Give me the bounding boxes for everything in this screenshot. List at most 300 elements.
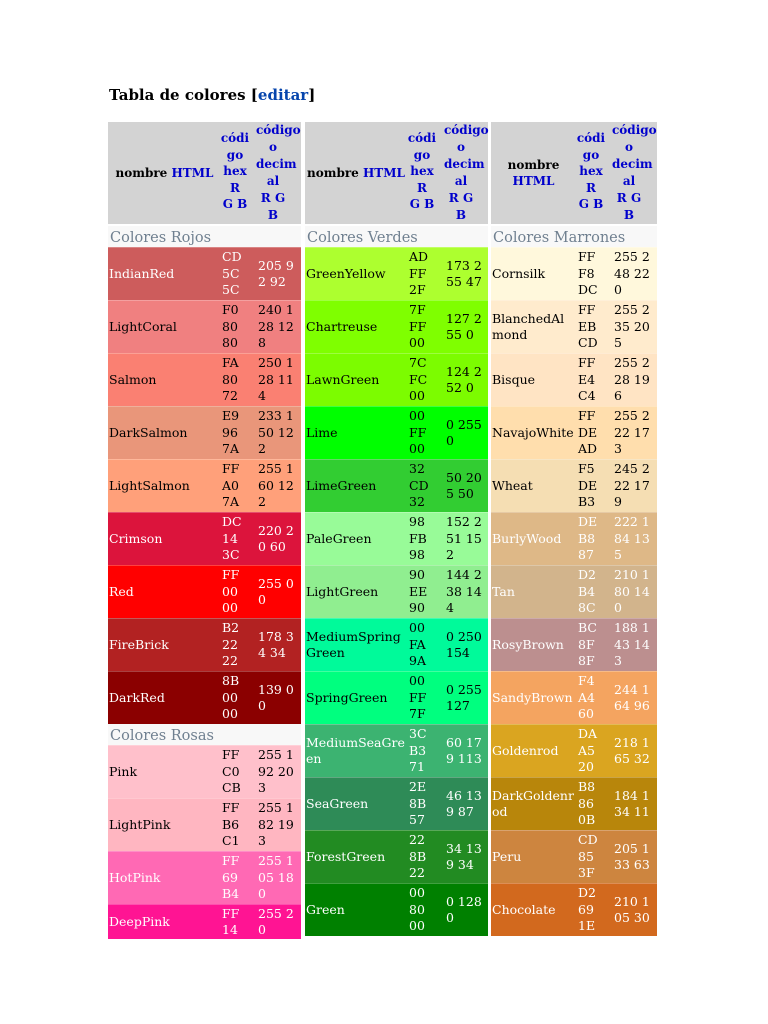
color-row <box>305 300 488 353</box>
hex-component: 69 <box>578 901 594 917</box>
color-name: BlanchedAlmond <box>492 311 565 342</box>
color-decimal: 152 251 152 <box>446 514 482 563</box>
hex-component: FF <box>222 853 240 869</box>
color-decimal: 46 139 87 <box>446 787 482 819</box>
color-hex <box>578 513 610 565</box>
hex-component: 22 <box>222 636 238 652</box>
hex-component: 2F <box>409 282 426 298</box>
color-decimal: 0 128 0 <box>446 893 482 925</box>
hex-component: 8B <box>222 673 240 689</box>
hex-component: 80 <box>222 371 238 387</box>
color-name: DarkRed <box>109 690 165 705</box>
color-decimal: 184 134 11 <box>614 787 650 819</box>
hex-component: A5 <box>578 742 595 758</box>
color-decimal: 60 179 113 <box>446 734 482 766</box>
color-row <box>491 353 657 406</box>
color-hex <box>222 301 254 353</box>
color-hex <box>578 672 610 724</box>
color-decimal: 144 238 144 <box>446 567 482 616</box>
color-row <box>491 671 657 724</box>
color-row <box>491 618 657 671</box>
color-decimal: 0 255 0 <box>446 416 482 448</box>
color-decimal: 127 255 0 <box>446 310 482 342</box>
hex-component: FF <box>578 302 596 318</box>
color-decimal: 255 222 173 <box>614 408 650 457</box>
hex-component: D2 <box>578 567 596 583</box>
color-hex <box>222 672 254 724</box>
color-name: MediumSeaGreen <box>306 735 405 766</box>
color-name: Chocolate <box>492 902 556 917</box>
color-row <box>108 512 301 565</box>
header-hex-line: go <box>582 147 600 162</box>
header-decimal-line: decim <box>612 157 653 171</box>
color-hex <box>578 778 610 830</box>
color-name: IndianRed <box>109 266 175 281</box>
header-decimal-line: R G <box>260 191 286 205</box>
hex-component: 98 <box>409 547 425 563</box>
color-table-2 <box>305 122 488 936</box>
hex-component: 85 <box>578 848 594 864</box>
hex-component: DA <box>578 726 598 742</box>
hex-component: 3C <box>409 726 427 742</box>
color-row <box>305 724 488 777</box>
hex-component: 90 <box>409 567 425 583</box>
hex-component: 22 <box>222 653 238 669</box>
color-hex <box>578 407 610 459</box>
color-decimal: 205 133 63 <box>614 840 650 872</box>
hex-component: 8F <box>578 636 595 652</box>
hex-component: 00 <box>222 583 238 599</box>
hex-component: A4 <box>578 689 595 705</box>
hex-component: BC <box>578 620 597 636</box>
color-name: SandyBrown <box>492 690 573 705</box>
table-header <box>491 122 657 224</box>
header-decimal-line: código <box>256 123 301 137</box>
header-hex-line: R <box>586 180 596 195</box>
hex-component: 14 <box>222 922 238 937</box>
color-hex <box>409 619 441 671</box>
hex-component: FF <box>222 461 240 477</box>
color-hex <box>409 460 441 512</box>
header-decimal-line: o <box>268 140 277 154</box>
color-row <box>491 883 657 936</box>
hex-component: AD <box>578 441 598 457</box>
hex-component: F0 <box>222 302 239 318</box>
hex-component: 1E <box>578 918 596 934</box>
color-name: LightCoral <box>109 319 177 334</box>
hex-component: 0B <box>578 812 596 828</box>
hex-component: FF <box>409 689 427 705</box>
hex-component: 86 <box>578 795 594 811</box>
color-row <box>108 618 301 671</box>
color-decimal: 233 150 122 <box>258 408 294 457</box>
hex-component: 00 <box>409 885 425 901</box>
color-decimal: 205 92 92 <box>258 257 294 289</box>
hex-component: DC <box>578 282 598 298</box>
hex-component: CB <box>222 780 241 796</box>
hex-component: 90 <box>409 600 425 616</box>
hex-component: D2 <box>578 885 596 901</box>
hex-component: 8B <box>409 848 427 864</box>
color-name: PaleGreen <box>306 531 372 546</box>
section-title: Colores Rosas <box>108 724 301 745</box>
color-decimal: 255 228 196 <box>614 355 650 404</box>
hex-component: 80 <box>222 335 238 351</box>
hex-component: 8F <box>578 653 595 669</box>
header-decimal-line: B <box>267 208 279 222</box>
header-name-text <box>116 165 214 181</box>
color-row <box>108 300 301 353</box>
color-name: SeaGreen <box>306 796 369 811</box>
hex-component: F5 <box>578 461 595 477</box>
title-bracket-open: [ <box>250 86 258 104</box>
hex-component: 00 <box>409 388 425 404</box>
hex-component: C1 <box>222 833 240 849</box>
hex-component: 71 <box>409 759 425 775</box>
hex-component: 9A <box>409 653 426 669</box>
hex-component: 8B <box>409 795 427 811</box>
header-decimal-line: R G <box>616 191 642 205</box>
color-decimal: 255 182 193 <box>258 800 294 849</box>
header-hex-line: G B <box>409 197 435 211</box>
hex-component: B3 <box>409 742 427 758</box>
table-header <box>305 122 488 224</box>
color-hex <box>222 619 254 671</box>
color-decimal: 139 0 0 <box>258 681 294 713</box>
header-decimal-line: decim <box>444 157 485 171</box>
header-decimal-line: o <box>456 140 465 154</box>
header-decimal-line: B <box>455 208 467 222</box>
html-link[interactable]: HTML <box>171 166 214 180</box>
color-name: GreenYellow <box>306 266 386 281</box>
edit-link[interactable]: editar <box>257 86 309 104</box>
color-name: LawnGreen <box>306 372 380 387</box>
color-name: Green <box>306 902 345 917</box>
title-text: Tabla de colores <box>109 86 251 104</box>
hex-component: 80 <box>222 318 238 334</box>
color-decimal: 255 235 205 <box>614 302 650 351</box>
header-hex-line: R <box>230 180 240 195</box>
hex-component: 72 <box>222 388 238 404</box>
color-name: DarkGoldenrod <box>492 788 574 819</box>
color-name: DarkSalmon <box>109 425 188 440</box>
color-decimal: 34 139 34 <box>446 840 482 872</box>
header-name-text <box>307 165 405 181</box>
header-hex-line: hex <box>410 164 434 178</box>
color-row <box>491 724 657 777</box>
hex-component: CD <box>578 335 598 351</box>
color-row <box>491 565 657 618</box>
color-name: Lime <box>306 425 338 440</box>
header-name-prefix: nombre <box>115 166 172 180</box>
hex-component: CD <box>578 832 598 848</box>
hex-component: AD <box>409 249 429 265</box>
color-hex <box>409 831 441 883</box>
color-row <box>305 618 488 671</box>
color-decimal: 245 222 179 <box>614 461 650 510</box>
color-decimal: 173 255 47 <box>446 257 482 289</box>
hex-component: DC <box>222 514 242 530</box>
hex-component: C0 <box>222 763 240 779</box>
color-name: Bisque <box>492 372 536 387</box>
color-row <box>108 353 301 406</box>
hex-component: 5C <box>222 265 240 281</box>
hex-component: 00 <box>222 600 238 616</box>
hex-component: 5C <box>222 282 240 298</box>
color-hex <box>222 248 254 300</box>
color-row <box>305 777 488 830</box>
color-row <box>108 798 301 851</box>
header-decimal[interactable] <box>256 122 301 224</box>
html-link[interactable]: HTML <box>362 166 405 180</box>
color-name: Goldenrod <box>492 743 559 758</box>
color-hex <box>222 746 254 798</box>
hex-component: EB <box>578 318 597 334</box>
color-hex <box>409 672 441 724</box>
header-hex-line: go <box>226 147 244 162</box>
header-decimal-line: decim <box>256 157 297 171</box>
hex-component: 00 <box>409 441 425 457</box>
hex-component: F4 <box>578 673 595 689</box>
html-link[interactable]: HTML <box>512 174 555 188</box>
hex-component: FF <box>578 408 596 424</box>
color-hex <box>222 460 254 512</box>
color-name: Chartreuse <box>306 319 378 334</box>
header-decimal-line: al <box>454 174 468 188</box>
color-hex <box>409 725 441 777</box>
color-hex <box>222 566 254 618</box>
color-row <box>305 459 488 512</box>
color-decimal: 255 0 0 <box>258 575 294 607</box>
color-decimal: 250 128 114 <box>258 355 294 404</box>
hex-component: CD <box>222 249 242 265</box>
header-name <box>108 122 221 224</box>
header-decimal-line: B <box>623 208 635 222</box>
hex-component: 8C <box>578 600 596 616</box>
header-name <box>491 122 576 224</box>
color-name: Crimson <box>109 531 163 546</box>
header-hex[interactable] <box>407 130 437 213</box>
hex-component: 00 <box>409 918 425 934</box>
color-table-1 <box>108 122 301 939</box>
color-name: BurlyWood <box>492 531 562 546</box>
hex-component: 00 <box>409 620 425 636</box>
hex-component: EE <box>409 583 428 599</box>
hex-component: 32 <box>409 494 425 510</box>
section-title: Colores Verdes <box>305 226 488 247</box>
header-hex-line: hex <box>579 164 603 178</box>
color-hex <box>578 460 610 512</box>
hex-component: FC <box>409 371 428 387</box>
color-row <box>491 300 657 353</box>
color-name: Salmon <box>109 372 157 387</box>
header-hex[interactable] <box>220 130 250 213</box>
hex-component: FF <box>222 800 240 816</box>
color-name: Pink <box>109 764 138 779</box>
header-name <box>305 122 407 224</box>
color-hex <box>409 566 441 618</box>
color-decimal: 218 165 32 <box>614 734 650 766</box>
hex-component: 60 <box>578 706 594 722</box>
section-title: Colores Rojos <box>108 226 301 247</box>
color-table-3 <box>491 122 657 936</box>
hex-component: B8 <box>578 530 596 546</box>
hex-component: 3F <box>578 865 595 881</box>
header-hex-line: G B <box>578 197 604 211</box>
color-name: DeepPink <box>109 914 170 929</box>
header-decimal-line: al <box>266 174 280 188</box>
color-row <box>491 247 657 300</box>
color-name: MediumSpringGreen <box>306 629 401 660</box>
hex-component: 87 <box>578 547 594 563</box>
color-decimal: 255 248 220 <box>614 249 650 298</box>
header-decimal-line: R G <box>448 191 474 205</box>
color-decimal: 255 20 <box>258 905 294 937</box>
color-decimal: 0 250 154 <box>446 628 482 660</box>
color-row <box>305 565 488 618</box>
hex-component: DE <box>578 424 598 440</box>
hex-component: 57 <box>409 812 425 828</box>
header-decimal[interactable] <box>612 122 657 224</box>
color-hex <box>578 301 610 353</box>
color-hex <box>578 619 610 671</box>
color-name: SpringGreen <box>306 690 388 705</box>
color-row <box>108 565 301 618</box>
header-decimal-line: al <box>622 174 636 188</box>
header-hex-line: códi <box>220 131 250 145</box>
color-hex <box>409 778 441 830</box>
color-decimal: 124 252 0 <box>446 363 482 395</box>
hex-component: 96 <box>222 424 238 440</box>
hex-component: FF <box>222 567 240 583</box>
color-name: NavajoWhite <box>492 425 574 440</box>
hex-component: 3C <box>222 547 240 563</box>
header-name-text <box>491 157 576 189</box>
color-hex <box>578 566 610 618</box>
hex-component: 7A <box>222 494 239 510</box>
color-decimal: 210 105 30 <box>614 893 650 925</box>
color-hex <box>222 905 254 939</box>
hex-component: FF <box>222 905 240 921</box>
color-row <box>108 406 301 459</box>
header-decimal-line: código <box>612 123 657 137</box>
hex-component: CD <box>409 477 429 493</box>
color-row <box>305 512 488 565</box>
color-row <box>305 406 488 459</box>
color-hex <box>578 884 610 936</box>
color-decimal: 188 143 143 <box>614 620 650 669</box>
color-hex <box>409 513 441 565</box>
color-hex <box>578 248 610 300</box>
hex-component: 98 <box>409 514 425 530</box>
hex-component: 69 <box>222 869 238 885</box>
color-row <box>491 406 657 459</box>
color-decimal: 244 164 96 <box>614 681 650 713</box>
color-decimal: 50 205 50 <box>446 469 482 501</box>
color-name: ForestGreen <box>306 849 386 864</box>
color-decimal: 178 34 34 <box>258 628 294 660</box>
header-name-prefix: nombre <box>307 166 363 180</box>
color-name: Cornsilk <box>492 266 546 281</box>
hex-component: FF <box>409 318 427 334</box>
hex-component: B8 <box>578 779 596 795</box>
color-name: LightGreen <box>306 584 379 599</box>
hex-component: FB <box>409 530 427 546</box>
color-decimal: 255 160 122 <box>258 461 294 510</box>
color-row <box>108 247 301 300</box>
hex-component: 14 <box>222 530 238 546</box>
color-row <box>305 830 488 883</box>
color-hex <box>409 248 441 300</box>
color-row <box>108 851 301 904</box>
table-header <box>108 122 301 224</box>
color-name: FireBrick <box>109 637 169 652</box>
section-title: Colores Marrones <box>491 226 657 247</box>
color-hex <box>578 725 610 777</box>
hex-component: 00 <box>222 706 238 722</box>
color-decimal: 255 105 180 <box>258 853 294 902</box>
color-hex <box>222 407 254 459</box>
hex-component: 00 <box>409 673 425 689</box>
hex-component: DE <box>578 514 598 530</box>
header-hex-line: go <box>413 147 431 162</box>
header-decimal[interactable] <box>444 122 489 224</box>
header-name-prefix: nombre <box>507 158 560 172</box>
color-hex <box>409 301 441 353</box>
header-hex-line: hex <box>223 164 247 178</box>
hex-component: 32 <box>409 461 425 477</box>
hex-component: 7A <box>222 441 239 457</box>
color-hex <box>222 513 254 565</box>
hex-component: DE <box>578 477 598 493</box>
hex-component: 2E <box>409 779 427 795</box>
hex-component: 00 <box>409 408 425 424</box>
color-name: LimeGreen <box>306 478 377 493</box>
color-decimal: 0 255 127 <box>446 681 482 713</box>
header-decimal-line: código <box>444 123 489 137</box>
color-hex <box>409 354 441 406</box>
hex-component: 7F <box>409 302 426 318</box>
color-hex <box>222 354 254 406</box>
hex-component: FF <box>578 355 596 371</box>
color-name: Wheat <box>492 478 533 493</box>
color-row <box>108 671 301 724</box>
hex-component: 22 <box>409 865 425 881</box>
hex-component: A0 <box>222 477 239 493</box>
color-row <box>491 777 657 830</box>
color-hex <box>578 831 610 883</box>
color-name: Peru <box>492 849 522 864</box>
hex-component: FF <box>409 265 427 281</box>
header-hex[interactable] <box>576 130 606 213</box>
color-name: HotPink <box>109 870 161 885</box>
color-row <box>305 353 488 406</box>
color-row <box>305 247 488 300</box>
color-hex <box>409 884 441 936</box>
color-name: RosyBrown <box>492 637 564 652</box>
hex-component: FF <box>222 747 240 763</box>
color-name: LightSalmon <box>109 478 190 493</box>
header-hex-line: códi <box>576 131 606 145</box>
hex-component: B2 <box>222 620 240 636</box>
hex-component: FF <box>409 424 427 440</box>
color-row <box>491 830 657 883</box>
color-hex <box>409 407 441 459</box>
hex-component: B4 <box>222 886 240 902</box>
hex-component: F8 <box>578 265 595 281</box>
hex-component: FA <box>409 636 426 652</box>
color-decimal: 210 180 140 <box>614 567 650 616</box>
